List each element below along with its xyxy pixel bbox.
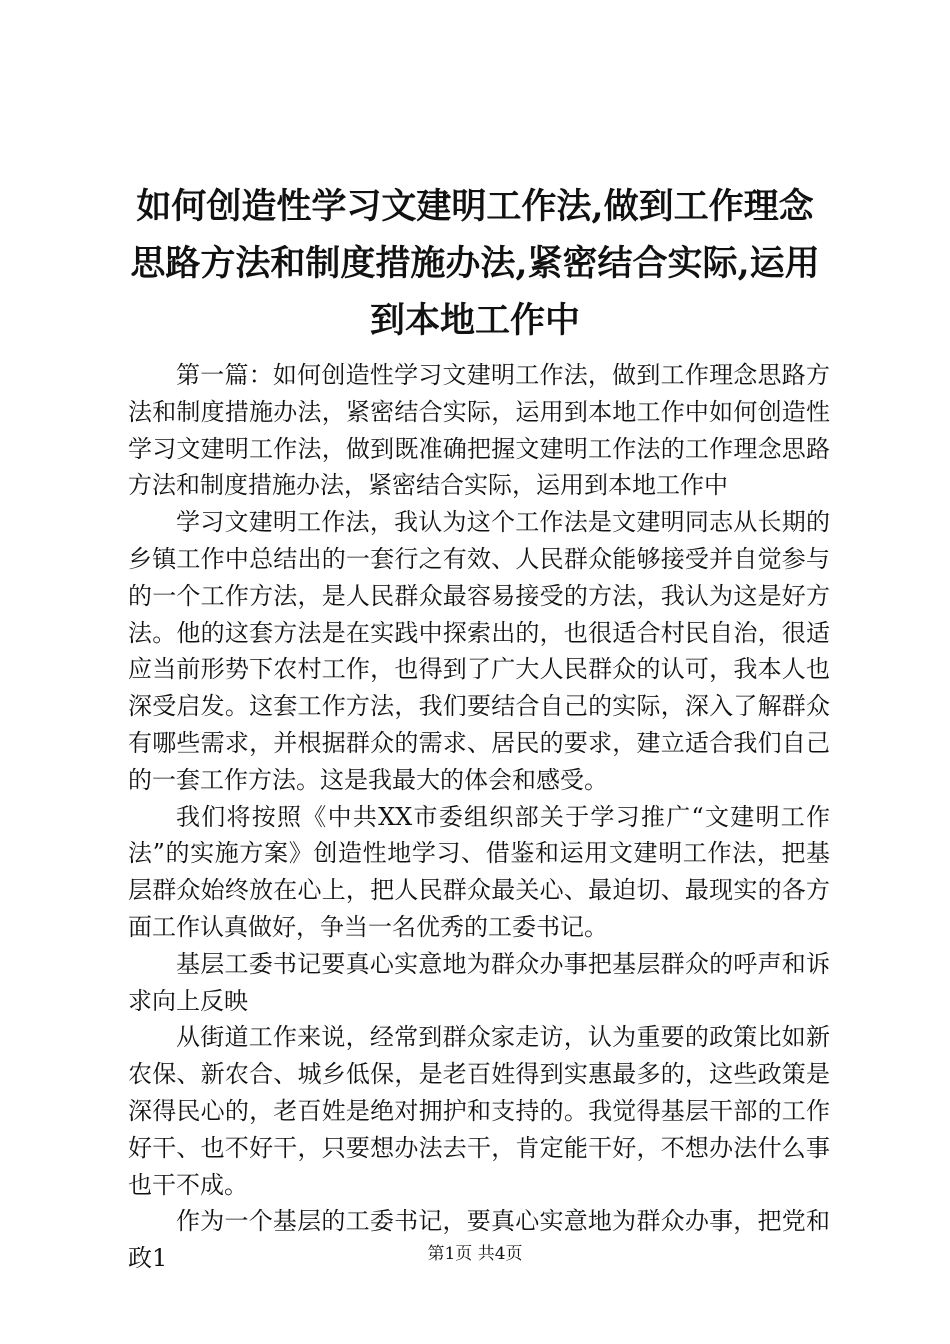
paragraph-3: 我们将按照《中共XX市委组织部关于学习推广“文建明工作法”的实施方案》创造性地学习、借鉴和运用文建明工作法，把基层群众始终放在心上，把人民群众最关心、最迫切、最现实的各方面工作认真做好，争当一名优秀的工委书记。 — [128, 802, 830, 941]
paragraph-4: 基层工委书记要真心实意地为群众办事把基层群众的呼声和诉求向上反映 — [128, 949, 830, 1015]
paragraph-6: 作为一个基层的工委书记，要真心实意地为群众办事，把党和政1 — [128, 1207, 830, 1273]
title-line-2: 思路方法和制度措施办法,紧密结合实际,运用 — [130, 243, 820, 284]
document-title — [120, 178, 830, 349]
paragraph-5: 从街道工作来说，经常到群众家走访，认为重要的政策比如新农保、新农合、城乡低保，是老百姓得到实惠最多的，这些政策是深得民心的，老百姓是绝对拥护和支持的。我觉得基层干部的工作好干、也不好干，只要想办法去干，肯定能干好，不想办法什么事也干不成。 — [128, 1023, 830, 1199]
paragraph-1: 第一篇：如何创造性学习文建明工作法，做到工作理念思路方法和制度措施办法，紧密结合实际，运用到本地工作中如何创造性学习文建明工作法，做到既准确把握文建明工作法的工作理念思路方法和制度措施办法，紧密结合实际，运用到本地工作中 — [128, 361, 830, 500]
paragraph-2: 学习文建明工作法，我认为这个工作法是文建明同志从长期的乡镇工作中总结出的一套行之有效、人民群众能够接受并自觉参与的一个工作方法，是人民群众最容易接受的方法，我认为这是好方法。他的这套方法是在实践中探索出的，也很适合村民自治，很适应当前形势下农村工作，也得到了广大人民群众的认可，我本人也深受启发。这套工作方法，我们要结合自己的实际，深入了解群众有哪些需求，并根据群众的需求、居民的要求，建立适合我们自己的一套工作方法。这是我最大的体会和感受。 — [128, 508, 830, 794]
title-line-1: 如何创造性学习文建明工作法,做到工作理念 — [136, 186, 814, 227]
document-body — [128, 357, 830, 1277]
page-footer: 第1页 共4页 — [427, 1244, 523, 1264]
title-line-3: 到本地工作中 — [369, 300, 580, 341]
